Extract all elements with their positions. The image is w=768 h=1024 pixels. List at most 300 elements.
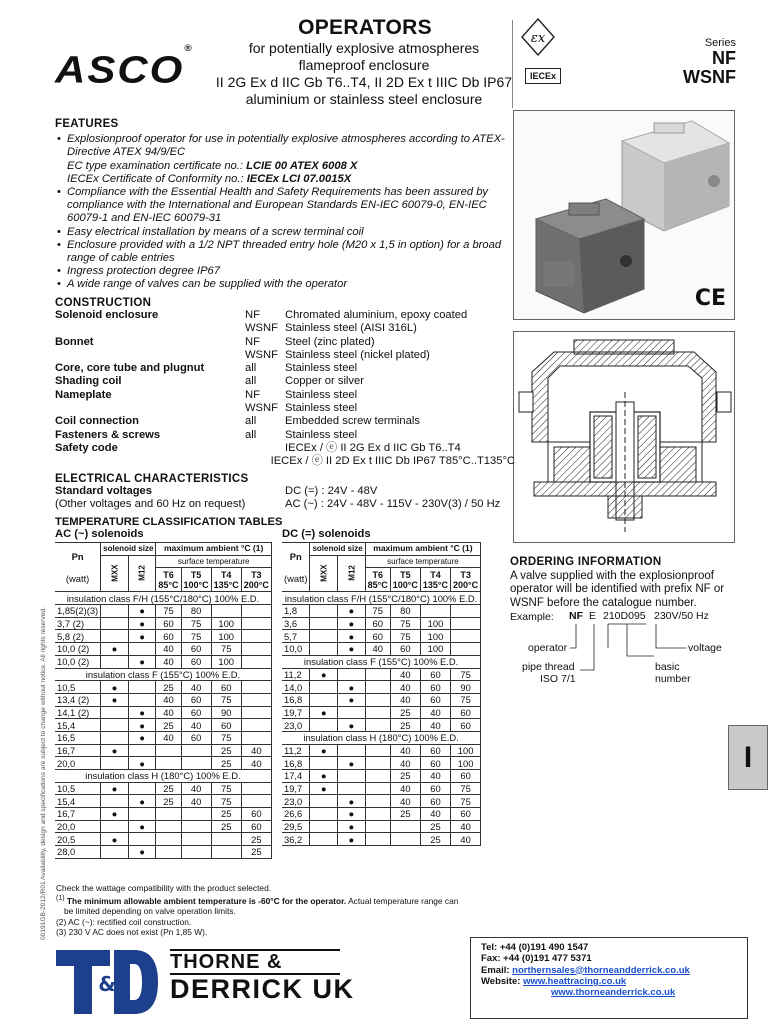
temp-cell: 40 xyxy=(390,757,420,770)
size-cell: ● xyxy=(128,630,156,643)
temp-cell: 100 xyxy=(211,617,241,630)
table-row xyxy=(282,820,481,833)
temp-cell: 25 xyxy=(156,681,181,694)
table-row xyxy=(55,757,271,770)
construction-material: Stainless steel xyxy=(285,388,358,401)
temp-cell: 60 xyxy=(181,731,211,744)
size-cell: ● xyxy=(338,820,366,833)
footnote: $^{(1)}$ The minimum allowable ambient temperature is -60°C for the operator. Actual temperature range can xyxy=(56,894,459,906)
feature-item: • Compliance with the Essential Health and Safety Requirements has been assured by compliance with the International and European Standards EN-IEC 60079-0, EN-IEC 60079-1 and EN-IEC 60079-31 xyxy=(55,186,505,226)
footnote: (2) AC (~): rectified coil construction. xyxy=(56,916,192,927)
construction-part xyxy=(55,402,245,415)
pn-cell: 16,8 xyxy=(282,757,310,770)
temp-cell: 25 xyxy=(390,808,420,821)
features-heading: FEATURES xyxy=(55,118,119,130)
website-label: Website: xyxy=(481,975,524,987)
footnote: be limited depending on valve operation limits. xyxy=(64,905,236,916)
insulation-class-row: insulation class F/H (155°C/180°C) 100% E.D. xyxy=(55,592,271,605)
size-cell: ● xyxy=(128,846,156,859)
feature-item: • A wide range of valves can be supplied with the operator xyxy=(55,278,505,291)
table-row xyxy=(282,795,481,808)
temp-cell: 80 xyxy=(390,605,420,618)
pn-cell: 1,85(2)(3) xyxy=(55,605,101,618)
pn-cell: 15,4 xyxy=(55,795,101,808)
temp-cell: 60 xyxy=(420,668,450,681)
size-cell xyxy=(101,846,129,859)
size-cell xyxy=(338,706,366,719)
temp-cell: 60 xyxy=(241,820,271,833)
construction-part: Safety code xyxy=(55,441,118,454)
contact-web-row xyxy=(481,976,747,987)
size-cell: ● xyxy=(338,693,366,706)
temp-class-header: T3 200°C xyxy=(241,568,271,592)
construction-variant: all xyxy=(245,362,257,375)
pn-cell: 26,6 xyxy=(282,808,310,821)
size-cell xyxy=(310,630,338,643)
temp-cell: 40 xyxy=(156,731,181,744)
temp-cell xyxy=(181,846,211,859)
feature-item: • Enclosure provided with a 1/2 NPT threaded entry hole (M20 x 1,5 in option) for a broad range of cable entries xyxy=(55,239,505,265)
temp-cell: 25 xyxy=(390,706,420,719)
size-cell: ● xyxy=(101,782,129,795)
temp-cell: 75 xyxy=(211,731,241,744)
temp-heading-text: TEMPERATURE CLASSIFICATION TABLES xyxy=(55,516,283,528)
temp-cell: 100 xyxy=(211,630,241,643)
electrical-row xyxy=(55,485,515,498)
temp-cell xyxy=(451,617,481,630)
size-cell: ● xyxy=(310,770,338,783)
pn-cell: 20,5 xyxy=(55,833,101,846)
construction-row xyxy=(55,336,515,349)
example-prefix: NF xyxy=(569,610,583,622)
construction-variant: all xyxy=(245,415,257,428)
temp-cell xyxy=(241,655,271,668)
table-row xyxy=(55,681,271,694)
temp-cell xyxy=(365,782,390,795)
construction-variant: all xyxy=(245,375,257,388)
pn-cell: 3,7 (2) xyxy=(55,617,101,630)
construction-variant: all xyxy=(245,428,257,441)
size-cell xyxy=(101,605,129,618)
email-label: Email: xyxy=(481,964,513,976)
electrical-row xyxy=(55,498,515,511)
pn-cell: 10,5 xyxy=(55,782,101,795)
electrical-heading: ELECTRICAL CHARACTERISTICS xyxy=(55,473,249,485)
temp-cell xyxy=(241,693,271,706)
construction-part: Fasteners & screws xyxy=(55,428,161,441)
table-row xyxy=(282,719,481,732)
temp-heading xyxy=(55,516,282,528)
temp-cell: 40 xyxy=(420,770,450,783)
construction-part: Core, core tube and plugnut xyxy=(55,362,205,375)
temp-cell: 80 xyxy=(181,605,211,618)
temp-cell: 40 xyxy=(390,782,420,795)
construction-variant: NF xyxy=(245,309,260,321)
temp-cell: 25 xyxy=(390,770,420,783)
mxx-header: MXX xyxy=(101,555,129,592)
temp-cell: 90 xyxy=(451,681,481,694)
website-link-1[interactable]: www.heattracing.co.uk xyxy=(523,975,627,987)
temp-cell: 40 xyxy=(390,668,420,681)
electrical-value: DC (=) : 24V - 48V xyxy=(285,485,378,497)
size-cell xyxy=(128,693,156,706)
temp-cell xyxy=(241,643,271,656)
temp-cell xyxy=(241,731,271,744)
pn-cell: 19,7 xyxy=(282,706,310,719)
temp-cell: 25 xyxy=(211,744,241,757)
table-row xyxy=(282,782,481,795)
construction-part: Solenoid enclosure xyxy=(55,309,159,321)
temp-cell xyxy=(241,617,271,630)
construction-variant: NF xyxy=(245,388,260,401)
pn-cell: 3,6 xyxy=(282,617,310,630)
pn-cell: 5,7 xyxy=(282,630,310,643)
construction-row xyxy=(55,309,515,322)
electrical-label: (Other voltages and 60 Hz on request) xyxy=(55,498,246,510)
size-cell: ● xyxy=(128,731,156,744)
temp-cell: 25 xyxy=(211,808,241,821)
label-number: number xyxy=(655,673,691,685)
temp-cell: 75 xyxy=(211,693,241,706)
size-cell xyxy=(101,731,129,744)
m12-header: M12 xyxy=(128,555,156,592)
temp-cell: 25 xyxy=(156,782,181,795)
temp-cell: 60 xyxy=(420,744,450,757)
size-cell xyxy=(101,795,129,808)
pn-cell: 28,0 xyxy=(55,846,101,859)
table-row xyxy=(282,833,481,846)
pn-cell: 19,7 xyxy=(282,782,310,795)
table-row xyxy=(282,668,481,681)
size-cell xyxy=(310,833,338,846)
pn-cell: 10,0 (2) xyxy=(55,643,101,656)
contact-fax: Fax: +44 (0)191 477 5371 xyxy=(481,953,592,965)
temp-cell: 100 xyxy=(451,744,481,757)
insulation-class-row: insulation class H (180°C) 100% E.D. xyxy=(55,770,271,783)
temp-cell xyxy=(156,833,181,846)
temp-cell xyxy=(211,605,241,618)
temp-cell: 75 xyxy=(181,617,211,630)
pn-cell: 10,0 (2) xyxy=(55,655,101,668)
temp-cell: 75 xyxy=(451,668,481,681)
subtitle-line: for potentially explosive atmospheres xyxy=(248,40,480,56)
temp-cell: 75 xyxy=(390,630,420,643)
construction-row xyxy=(55,375,515,388)
label-basic: basic xyxy=(655,661,680,673)
size-cell: ● xyxy=(338,808,366,821)
feature-subitem: EC type examination certificate no.: LCIE 00 ATEX 6008 X xyxy=(67,159,358,172)
size-cell: ● xyxy=(338,605,366,618)
table-row xyxy=(282,681,481,694)
pn-cell: 23,0 xyxy=(282,795,310,808)
pn-cell: 1,8 xyxy=(282,605,310,618)
temp-cell xyxy=(365,770,390,783)
label-iso: ISO 7/1 xyxy=(540,673,576,685)
product-photo xyxy=(513,110,735,320)
construction-material: Stainless steel (nickel plated) xyxy=(285,348,430,361)
temp-cell xyxy=(241,706,271,719)
size-cell: ● xyxy=(128,605,156,618)
pn-cell: 20,0 xyxy=(55,757,101,770)
construction-row xyxy=(55,455,515,468)
temp-cell xyxy=(241,681,271,694)
size-cell: ● xyxy=(101,744,129,757)
temp-cell: 40 xyxy=(181,681,211,694)
surface-temp-header: surface temperature xyxy=(156,555,271,568)
feature-item: • Explosionproof operator for use in potentially explosive atmospheres according to ATEX-Directive ATEX 94/9/EC xyxy=(55,133,505,159)
feature-item: • Easy electrical installation by means of a screw terminal coil xyxy=(55,226,505,239)
construction-variant: WSNF xyxy=(245,322,278,335)
construction-material: Stainless steel xyxy=(285,402,358,415)
temp-cell: 100 xyxy=(451,757,481,770)
size-cell: ● xyxy=(101,693,129,706)
size-cell xyxy=(101,719,129,732)
pn-cell: 15,4 xyxy=(55,719,101,732)
table-row xyxy=(282,757,481,770)
temp-cell xyxy=(241,795,271,808)
size-cell xyxy=(310,820,338,833)
table-row xyxy=(282,808,481,821)
ce-mark: CE xyxy=(694,286,726,311)
temp-cell: 25 xyxy=(211,820,241,833)
temp-cell xyxy=(156,846,181,859)
pn-cell: 36,2 xyxy=(282,833,310,846)
size-cell xyxy=(310,757,338,770)
temp-cell xyxy=(390,833,420,846)
table-row xyxy=(282,605,481,618)
temp-cell: 60 xyxy=(451,706,481,719)
temp-cell: 60 xyxy=(181,643,211,656)
construction-part: Coil connection xyxy=(55,415,139,428)
table-row xyxy=(55,719,271,732)
temp-cell: 75 xyxy=(451,693,481,706)
pn-cell: 10,0 xyxy=(282,643,310,656)
size-cell: ● xyxy=(101,681,129,694)
temp-cell xyxy=(365,744,390,757)
feature-item: • Ingress protection degree IP67 xyxy=(55,265,505,278)
size-cell xyxy=(101,655,129,668)
size-cell xyxy=(310,681,338,694)
temp-cell: 40 xyxy=(156,693,181,706)
footnote: Check the wattage compatibility with the product selected. xyxy=(56,883,272,893)
temp-cell: 100 xyxy=(211,655,241,668)
temp-cell: 60 xyxy=(181,706,211,719)
table-row xyxy=(282,706,481,719)
asco-logo: ASCO® xyxy=(55,43,194,91)
pn-cell: 14,1 (2) xyxy=(55,706,101,719)
temp-cell: 25 xyxy=(241,846,271,859)
label-pipe-thread: pipe thread xyxy=(522,661,575,673)
m12-header: M12 xyxy=(338,555,366,592)
temp-cell xyxy=(241,605,271,618)
size-cell: ● xyxy=(310,744,338,757)
construction-material: Stainless steel xyxy=(285,362,358,375)
table-row xyxy=(55,592,271,605)
temp-cell xyxy=(181,808,211,821)
construction-part xyxy=(55,322,245,335)
temp-cell: 40 xyxy=(365,643,390,656)
table-row xyxy=(55,668,271,681)
size-cell xyxy=(310,643,338,656)
temp-cell: 25 xyxy=(156,719,181,732)
table-row xyxy=(55,744,271,757)
table-row xyxy=(55,617,271,630)
size-cell xyxy=(128,833,156,846)
temp-cell: 60 xyxy=(156,630,181,643)
size-cell: ● xyxy=(310,668,338,681)
construction-part xyxy=(55,349,245,362)
temp-cell xyxy=(365,757,390,770)
temp-cell: 60 xyxy=(365,617,390,630)
construction-material: IECEx / ⓔ II 2G Ex d IIC Gb T6..T4 xyxy=(285,441,461,454)
feature-subitem: IECEx Certificate of Conformity no.: IECEx LCI 07.0015X xyxy=(67,172,352,185)
website-link-2[interactable]: www.thorneanderrick.co.uk xyxy=(551,987,676,999)
temp-cell: 60 xyxy=(211,681,241,694)
label-operator: operator xyxy=(528,642,568,654)
ex-hexagon-icon xyxy=(520,18,556,56)
table-row xyxy=(55,605,271,618)
construction-table xyxy=(55,309,515,469)
size-cell: ● xyxy=(338,617,366,630)
temp-cell: 60 xyxy=(420,693,450,706)
construction-material: Stainless steel (AISI 316L) xyxy=(285,322,417,335)
construction-row xyxy=(55,442,515,455)
table-row xyxy=(282,617,481,630)
size-cell: ● xyxy=(310,706,338,719)
temp-cell: 60 xyxy=(241,808,271,821)
page-title: OPERATORS xyxy=(298,16,432,39)
example-label: Example: xyxy=(510,611,554,623)
size-cell xyxy=(310,693,338,706)
temp-class-header: T6 85°C xyxy=(156,568,181,592)
size-cell xyxy=(310,719,338,732)
cross-section-drawing xyxy=(513,331,735,543)
construction-variant: WSNF xyxy=(245,402,278,415)
size-cell: ● xyxy=(128,617,156,630)
ordering-section xyxy=(510,556,745,610)
size-cell: ● xyxy=(128,795,156,808)
svg-text:&: & xyxy=(98,972,116,996)
dc-label: DC (=) solenoids xyxy=(282,528,371,540)
temp-cell: 60 xyxy=(420,681,450,694)
insulation-class-row: insulation class H (180°C) 100% E.D. xyxy=(282,731,481,744)
temp-cell: 25 xyxy=(420,820,450,833)
construction-part: Bonnet xyxy=(55,335,94,348)
size-cell xyxy=(128,744,156,757)
temp-cell: 75 xyxy=(451,782,481,795)
temp-cell: 60 xyxy=(420,782,450,795)
temp-cell: 60 xyxy=(211,719,241,732)
pn-cell: 17,4 xyxy=(282,770,310,783)
pn-cell: 16,8 xyxy=(282,693,310,706)
contact-email-row xyxy=(481,965,747,976)
table-row xyxy=(55,643,271,656)
temp-cell: 25 xyxy=(241,833,271,846)
size-cell: ● xyxy=(101,643,129,656)
size-cell: ● xyxy=(128,820,156,833)
temp-cell xyxy=(420,605,450,618)
ex-mark: εx xyxy=(530,31,546,46)
construction-row xyxy=(55,429,515,442)
construction-variant xyxy=(245,442,285,455)
temp-cell: 40 xyxy=(451,820,481,833)
temp-cell xyxy=(241,719,271,732)
pn-header: Pn (watt) xyxy=(282,543,310,592)
size-cell: ● xyxy=(128,719,156,732)
insulation-class-row: insulation class F/H (155°C/180°C) 100% E.D. xyxy=(282,592,481,605)
construction-variant: NF xyxy=(245,335,260,348)
temp-cell: 75 xyxy=(211,795,241,808)
temp-cell: 40 xyxy=(181,795,211,808)
size-cell: ● xyxy=(338,795,366,808)
table-row xyxy=(55,782,271,795)
series-wsnf: WSNF xyxy=(683,67,736,87)
temp-cell: 40 xyxy=(181,782,211,795)
temp-cell: 40 xyxy=(420,706,450,719)
section-tab[interactable]: I xyxy=(728,725,768,790)
temp-cell: 40 xyxy=(390,795,420,808)
temp-class-header: T5 100°C xyxy=(181,568,211,592)
temp-cell: 100 xyxy=(420,643,450,656)
temp-cell: 60 xyxy=(156,617,181,630)
size-cell xyxy=(338,744,366,757)
temp-cell xyxy=(365,668,390,681)
temp-cell xyxy=(365,681,390,694)
construction-material: IECEx / ⓔ II 2D Ex t IIIC Db IP67 T85°C..T135°C xyxy=(270,455,515,468)
size-cell xyxy=(338,668,366,681)
size-cell xyxy=(128,808,156,821)
email-link[interactable]: northernsales@thorneandderrick.co.uk xyxy=(512,964,690,976)
table-row xyxy=(282,744,481,757)
construction-material: Stainless steel xyxy=(285,428,358,441)
pn-cell: 11,2 xyxy=(282,744,310,757)
temp-class-header: T4 135°C xyxy=(211,568,241,592)
temp-cell: 75 xyxy=(211,643,241,656)
construction-material: Steel (zinc plated) xyxy=(285,335,375,348)
table-row xyxy=(282,731,481,744)
construction-heading: CONSTRUCTION xyxy=(55,297,152,309)
table-row xyxy=(55,706,271,719)
temp-class-header: T3 200°C xyxy=(451,568,481,592)
table-row xyxy=(55,770,271,783)
electrical-value: AC (~) : 24V - 48V - 115V - 230V(3) / 50 Hz xyxy=(285,498,501,510)
temperature-table xyxy=(55,542,272,859)
construction-row xyxy=(55,322,515,335)
series-nf: NF xyxy=(712,48,736,68)
solenoid-size-header: solenoid size xyxy=(101,543,156,556)
temp-cell xyxy=(211,833,241,846)
temp-cell xyxy=(156,820,181,833)
temp-cell: 40 xyxy=(156,655,181,668)
temp-cell: 75 xyxy=(181,630,211,643)
temp-cell: 25 xyxy=(390,719,420,732)
pn-cell: 10,5 xyxy=(55,681,101,694)
max-ambient-header: maximum ambient °C (1) xyxy=(365,543,480,556)
pn-cell: 23,0 xyxy=(282,719,310,732)
insulation-class-row: insulation class F (155°C) 100% E.D. xyxy=(55,668,271,681)
temp-cell: 75 xyxy=(365,605,390,618)
size-cell: ● xyxy=(338,757,366,770)
temp-cell xyxy=(241,630,271,643)
table-row xyxy=(55,693,271,706)
temp-cell: 60 xyxy=(420,795,450,808)
temp-cell xyxy=(365,795,390,808)
size-cell xyxy=(338,782,366,795)
footnote-bold: The minimum allowable ambient temperature is -60°C for the operator. xyxy=(66,895,347,906)
temp-cell: 40 xyxy=(420,808,450,821)
size-cell: ● xyxy=(338,833,366,846)
temp-cell xyxy=(451,630,481,643)
